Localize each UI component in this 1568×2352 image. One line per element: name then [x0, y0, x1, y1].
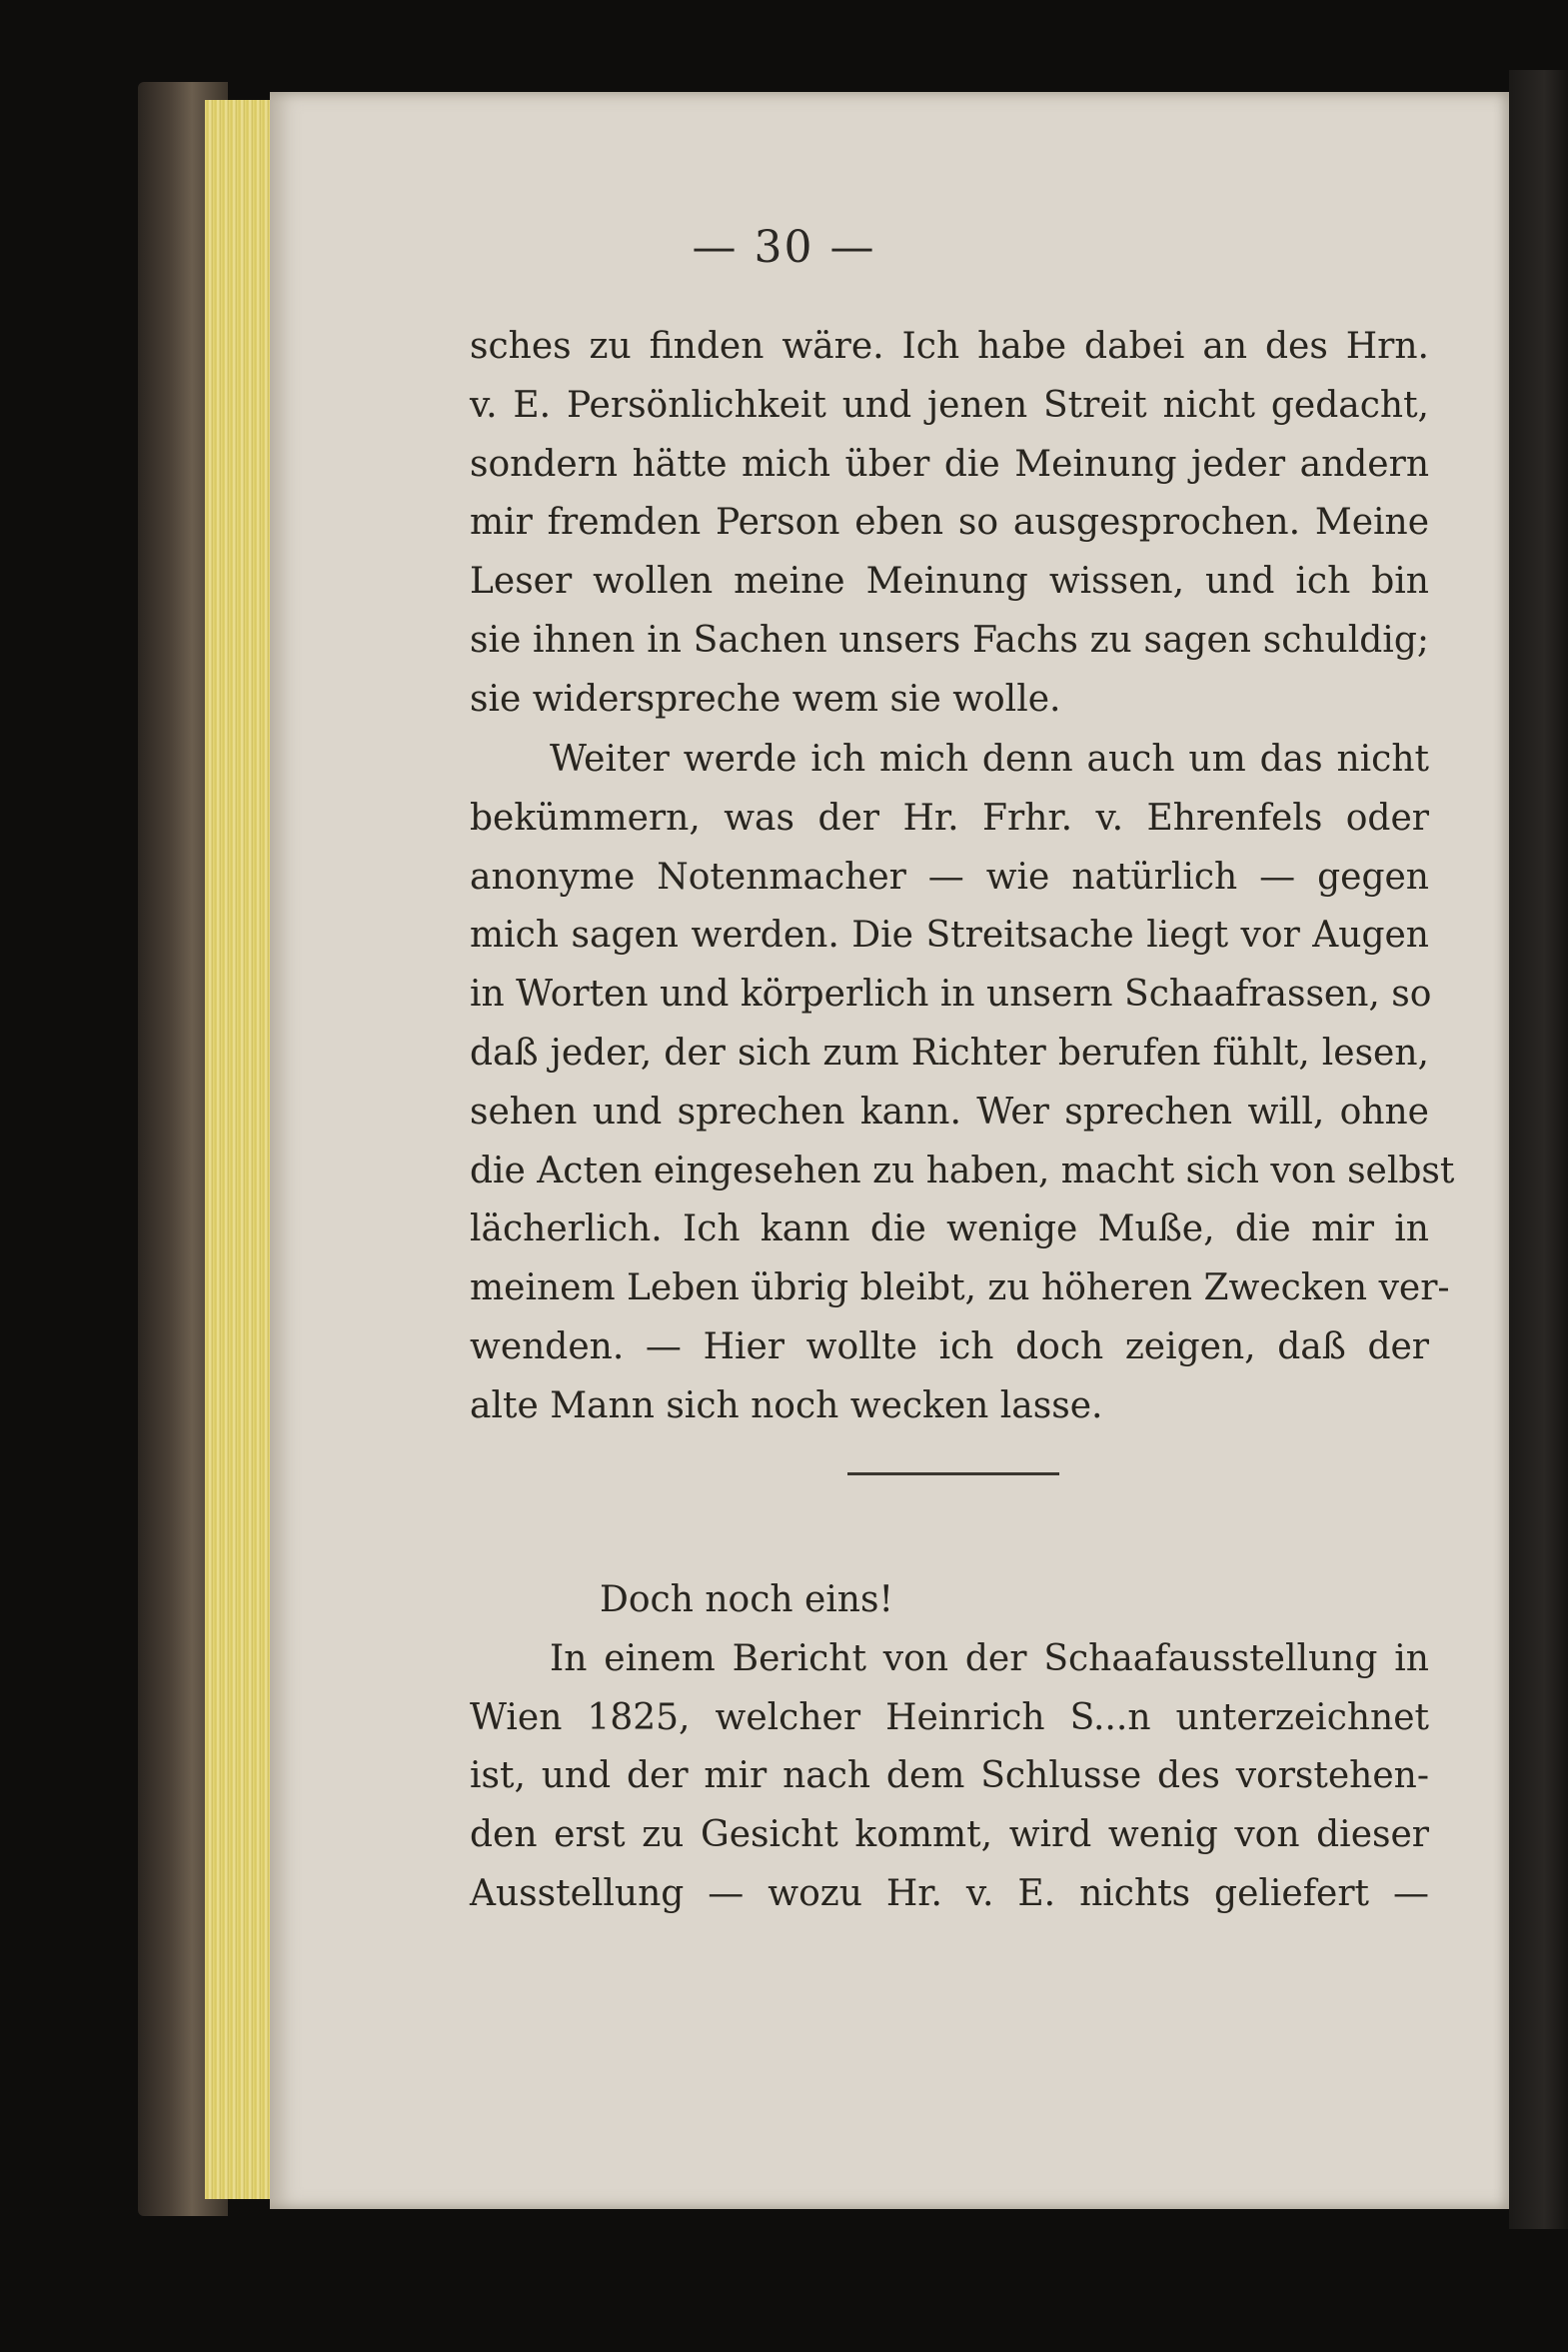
text-line: ist, und der mir nach dem Schlusse des vorstehen- — [470, 1755, 1429, 1797]
text-line: alte Mann sich noch wecken lasse. — [470, 1384, 1103, 1426]
text-line: in Worten und körperlich in unsern Schaafrassen, so — [470, 974, 1432, 1016]
text-line: daß jeder, der sich zum Richter berufen fühlt, lesen, — [470, 1032, 1429, 1074]
text-line: sches zu finden wäre. Ich habe dabei an des Hrn. — [470, 326, 1429, 367]
text-line: bekümmern, was der Hr. Frhr. v. Ehrenfels oder — [470, 797, 1429, 839]
text-line: anonyme Notenmacher — wie natürlich — gegen — [470, 856, 1429, 898]
text-line: sondern hätte mich über die Meinung jeder andern — [470, 443, 1429, 485]
page-number: — 30 — — [692, 222, 876, 273]
text-line: In einem Bericht von der Schaafausstellung in — [550, 1637, 1429, 1679]
section — [470, 1571, 1429, 1924]
text-line: den erst zu Gesicht kommt, wird wenig von dieser — [470, 1814, 1429, 1856]
text-line: mich sagen werden. Die Streitsache liegt vor Augen — [470, 915, 1429, 957]
text-line: sehen und sprechen kann. Wer sprechen will, ohne — [470, 1091, 1429, 1133]
section-heading: Doch noch eins! — [600, 1579, 893, 1620]
text-line: die Acten eingesehen zu haben, macht sich von selbst — [470, 1150, 1455, 1191]
text-line: sie ihnen in Sachen unsers Fachs zu sagen schuldig; — [470, 619, 1429, 661]
text-line: Weiter werde ich mich denn auch um das nicht — [550, 739, 1429, 780]
text-line: sie widerspreche wem sie wolle. — [470, 678, 1061, 720]
paragraph — [470, 731, 1455, 1436]
section-divider — [847, 1472, 1059, 1475]
text-line: Ausstellung — wozu Hr. v. E. nichts geliefert — — [470, 1872, 1429, 1914]
text-line: v. E. Persönlichkeit und jenen Streit nicht gedacht, — [470, 384, 1429, 426]
book-cover-right — [1509, 70, 1568, 2229]
text-line: mir fremden Person eben so ausgesprochen. Meine — [470, 502, 1429, 544]
paragraph-continued — [470, 318, 1429, 730]
text-line: lächerlich. Ich kann die wenige Muße, die mir in — [470, 1208, 1429, 1250]
text-line: Wien 1825, welcher Heinrich S...n unterzeichnet — [470, 1696, 1429, 1738]
text-line: wenden. — Hier wollte ich doch zeigen, daß der — [470, 1325, 1429, 1367]
text-line: Leser wollen meine Meinung wissen, und ich bin — [470, 561, 1429, 603]
text-line: meinem Leben übrig bleibt, zu höheren Zwecken ver- — [470, 1267, 1450, 1309]
